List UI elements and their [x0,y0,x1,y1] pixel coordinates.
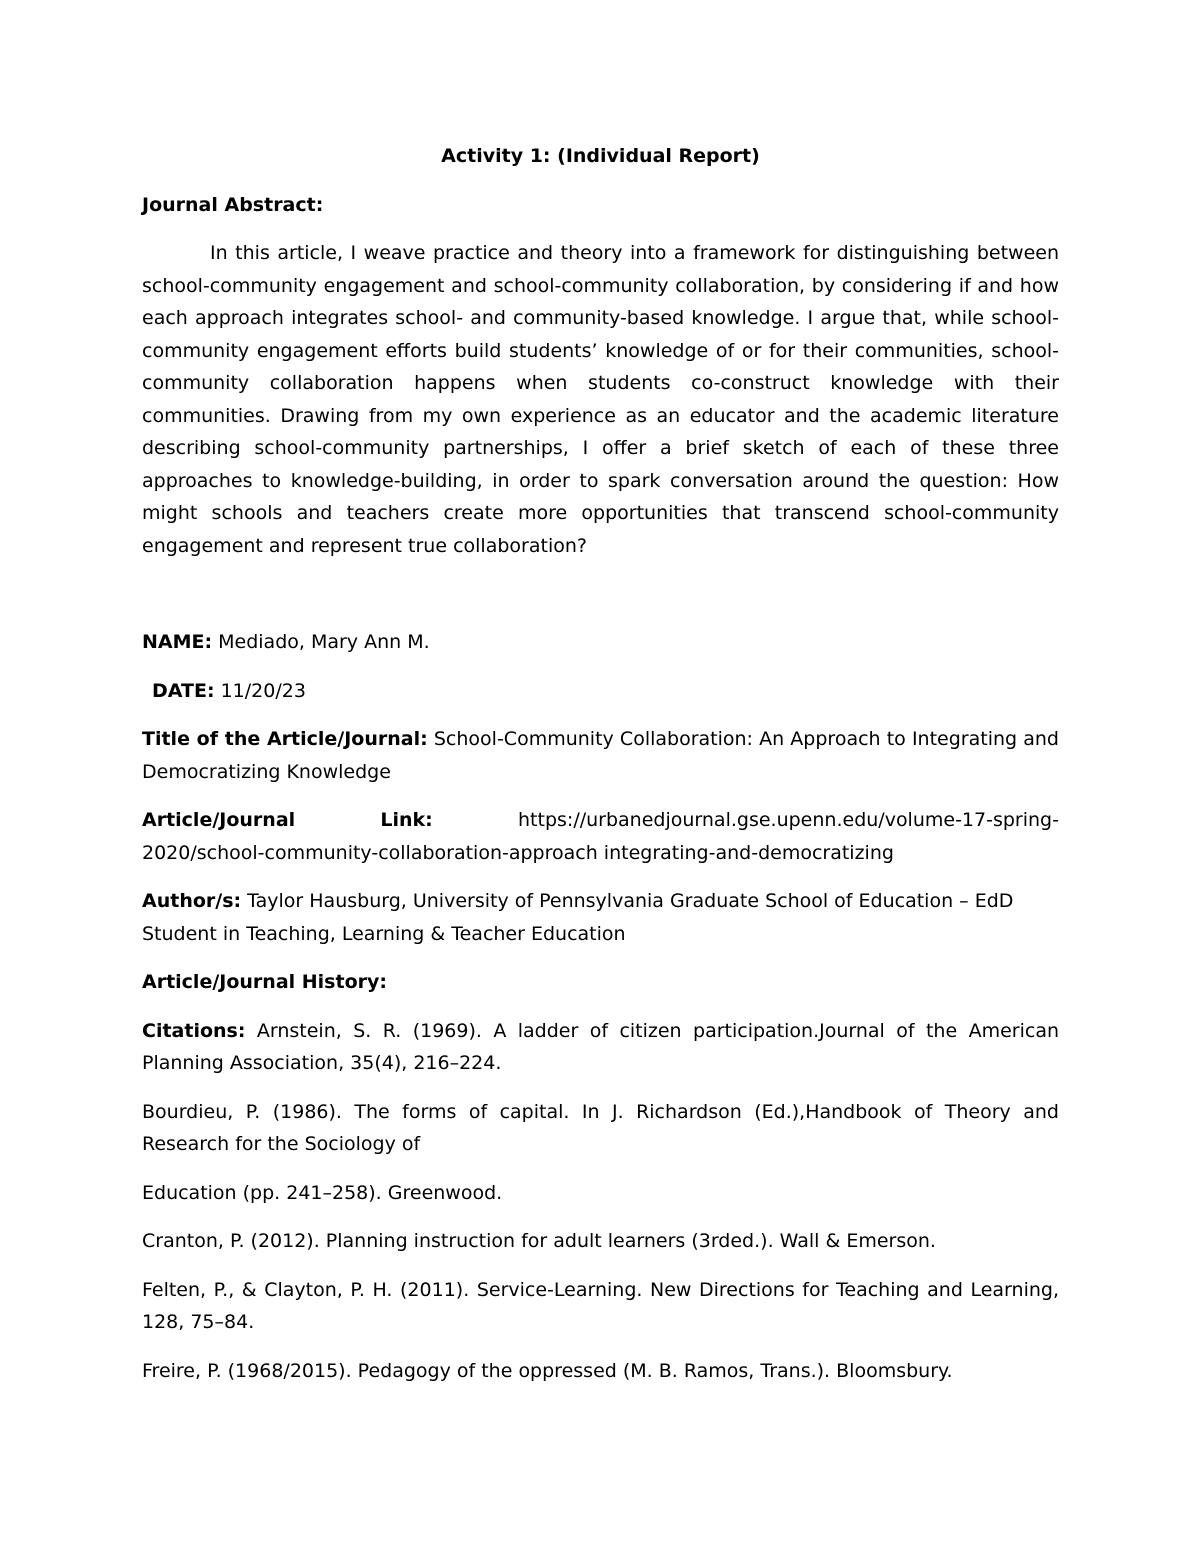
article-title-field [142,723,1059,788]
document-title: Activity 1: (Individual Report) [441,145,760,167]
article-link-field [142,804,1059,869]
article-link-url-part-2[interactable]: 2020/school-community-collaboration-approach integrating-and-democratizing [142,841,894,864]
name-label: NAME: [142,631,213,653]
date-label: DATE: [152,679,215,702]
authors-label: Author/s: [142,890,242,912]
abstract-heading: Journal Abstract: [142,193,324,216]
citation-item [142,1015,1059,1080]
article-link-label-2: Link: [380,809,433,831]
spacer [142,562,1059,626]
authors-value: Taylor Hausburg, University of Pennsylvania Graduate School of Education – EdD Student in Teaching, Learning & Teacher Education [142,890,1014,945]
article-title-label: Title of the Article/Journal: [142,728,428,750]
document-page [142,140,1059,1403]
abstract-text: In this article, I weave practice and theory into a framework for distinguishing between school-community engagement and school-community collaboration, by considering if and how each approach integrates school- and community-based knowledge. I argue that, while school-community engagement efforts build students’ knowledge of or for their communities, school-community collaboration happens when students co-construct knowledge with their communities. Drawing from my own experience as an educator and the academic literature describing school-community partnerships, I offer a brief sketch of each of these three approaches to knowledge-building, in order to spark conversation around the question: How might schools and teachers create more opportunities that transcend school-community engagement and represent true collaboration? [142,242,1059,557]
authors-field [142,885,1059,950]
article-link-label-1: Article/Journal [142,809,296,831]
citation-item: Cranton, P. (2012). Planning instruction for adult learners (3rded.). Wall & Emerson. [142,1230,936,1252]
name-value: Mediado, Mary Ann M. [212,631,430,653]
name-field [142,626,1059,659]
article-link-url-part-1[interactable]: https://urbanedjournal.gse.upenn.edu/volume-17-spring- [518,809,1059,831]
date-value: 11/20/23 [214,679,306,702]
citation-item: Freire, P. (1968/2015). Pedagogy of the oppressed (M. B. Ramos, Trans.). Bloomsbury. [142,1359,953,1382]
citations-label: Citations: [142,1019,246,1042]
citation-item: Education (pp. 241–258). Greenwood. [142,1181,503,1204]
article-title-value: School-Community Collaboration: An Approach to Integrating and Democratizing Knowledge [142,728,1059,783]
citation-text: Arnstein, S. R. (1969). A ladder of citizen participation.Journal of the American Planning Association, 35(4), 216–224. [142,1019,1059,1074]
article-link-line-1 [142,804,1059,837]
history-heading: Article/Journal History: [142,971,387,993]
citation-item: Felten, P., & Clayton, P. H. (2011). Service-Learning. New Directions for Teaching and Learning, 128, 75–84. [142,1278,1059,1333]
citation-item: Bourdieu, P. (1986). The forms of capital. In J. Richardson (Ed.),Handbook of Theory and Research for the Sociology of [142,1100,1059,1155]
date-field [142,675,1059,708]
